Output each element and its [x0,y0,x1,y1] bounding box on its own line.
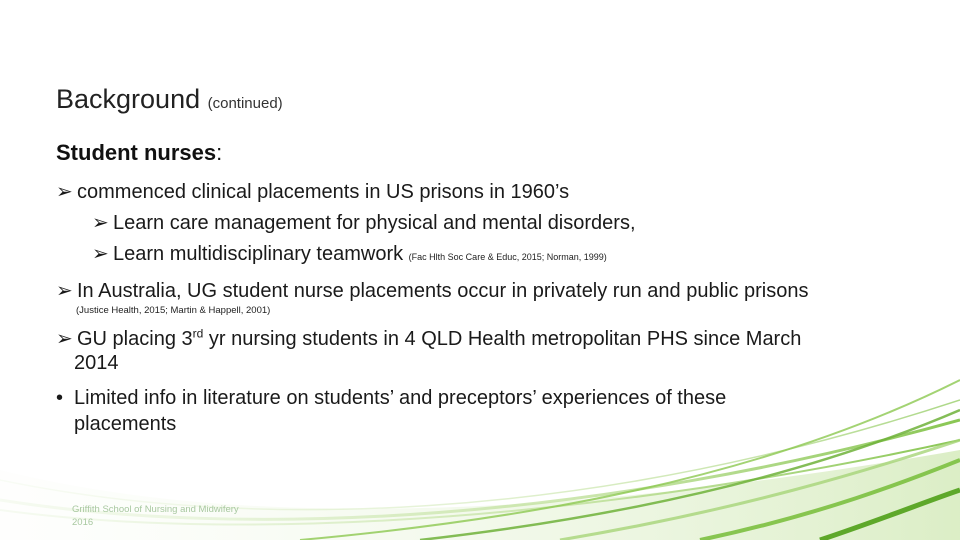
arrow-bullet-icon: ➢ [56,280,73,302]
title-sub: (continued) [207,95,283,112]
bullet-1 [56,179,569,204]
bullet-2-text: In Australia, UG student nurse placements occur in privately run and public prisons [77,280,809,302]
bullet-4 [56,387,726,410]
footer [72,503,239,529]
arrow-bullet-icon: ➢ [92,212,109,234]
heading-colon: : [216,140,223,165]
bullet-1b [92,241,607,266]
arrow-bullet-icon: ➢ [56,181,73,203]
bullet-3 [56,326,801,351]
footer-line-1: Griffith School of Nursing and Midwifery [72,504,239,515]
bullet-3-text-pre: GU placing 3 [77,328,193,350]
bullet-3-sup: rd [192,326,204,341]
bullet-2 [56,278,808,303]
bullet-3-continued: 2014 [74,352,119,374]
bullet-2-citation: (Justice Health, 2015; Martin & Happell, 2001) [76,305,271,316]
bullet-1a-text: Learn care management for physical and mental disorders, [113,212,636,234]
heading-label: Student nurses [56,140,217,165]
bullet-4-continued: placements [74,413,177,435]
arrow-bullet-icon: ➢ [56,328,73,350]
bullet-4-text: Limited info in literature on students’ and preceptors’ experiences of these [74,387,727,409]
title-main: Background [56,84,201,114]
footer-line-2: 2016 [72,517,94,528]
bullet-3-text-post: yr nursing students in 4 QLD Health metropolitan PHS since March [203,328,802,350]
bullet-1a [92,210,636,235]
bullet-1-text: commenced clinical placements in US prisons in 1960’s [77,181,570,203]
arrow-bullet-icon: ➢ [92,243,109,265]
section-heading [56,140,222,166]
bullet-1b-citation: (Fac Hlth Soc Care & Educ, 2015; Norman, 1999) [408,252,607,262]
dot-bullet-icon: • [56,387,64,409]
slide-title [56,84,283,115]
bullet-1b-text: Learn multidisciplinary teamwork [113,243,404,265]
